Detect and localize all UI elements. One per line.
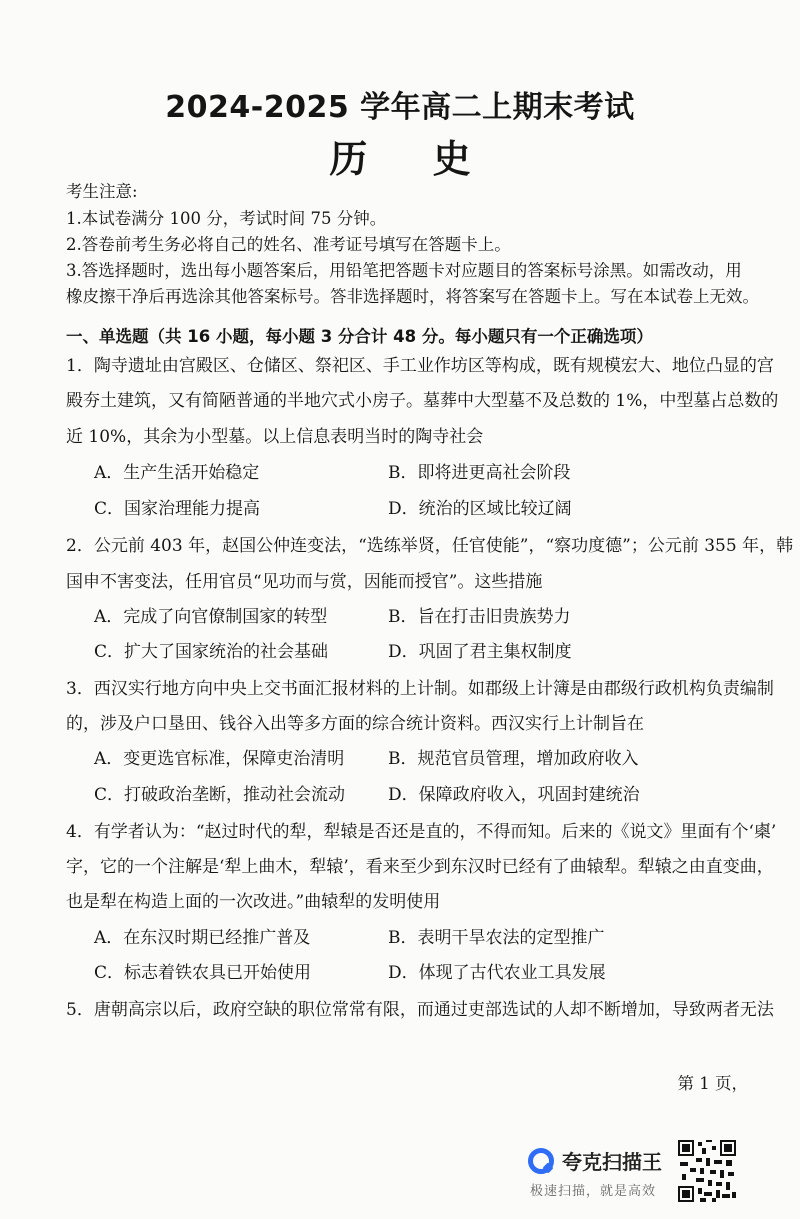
qr-code-icon	[678, 1140, 736, 1202]
option-b: B．表明干旱农法的定型推广	[388, 928, 605, 948]
notice-item: 1.本试卷满分 100 分，考试时间 75 分钟。	[66, 209, 387, 228]
notice-item: 2.答卷前考生务必将自己的姓名、准考证号填写在答题卡上。	[66, 235, 511, 254]
notice-heading: 考生注意:	[66, 182, 138, 201]
option-c: C．标志着铁农具已开始使用	[94, 963, 312, 983]
page-number: 第 1 页，	[677, 1074, 748, 1093]
watermark-tagline: 极速扫描，就是高效	[530, 1184, 657, 1199]
question-stem-line: 3．西汉实行地方向中央上交书面汇报材料的上计制。如郡级上计簿是由郡级行政机构负责编制	[66, 679, 774, 699]
quark-logo-icon	[528, 1148, 554, 1174]
option-c: C．国家治理能力提高	[94, 499, 261, 519]
question-stem-line: 2．公元前 403 年，赵国公仲连变法，“选练举贤，任官使能”，“察功度德”；公元前 355 年，韩	[66, 536, 794, 556]
question-stem-line: 殿夯土建筑，又有简陋普通的半地穴式小房子。墓葬中大型墓不及总数的 1%，中型墓占总数的	[66, 391, 779, 411]
option-d: D．统治的区域比较辽阔	[388, 499, 572, 519]
question-stem-line: 1．陶寺遗址由宫殿区、仓储区、祭祀区、手工业作坊区等构成，既有规模宏大、地位凸显的宫	[66, 356, 774, 376]
option-d: D．巩固了君主集权制度	[388, 642, 572, 662]
option-c: C．扩大了国家统治的社会基础	[94, 642, 329, 662]
option-d: D．体现了古代农业工具发展	[388, 963, 606, 983]
option-b: B．规范官员管理，增加政府收入	[388, 749, 639, 769]
option-a: A．完成了向官僚制国家的转型	[94, 607, 328, 627]
question-stem-line: 近 10%，其余为小型墓。以上信息表明当时的陶寺社会	[66, 427, 484, 447]
option-b: B．旨在打击旧贵族势力	[388, 607, 571, 627]
option-a: A．生产生活开始稳定	[94, 463, 260, 483]
exam-title: 2024-2025 学年高二上期末考试	[165, 90, 635, 125]
question-stem-line: 也是犁在构造上面的一次改进。”曲辕犁的发明使用	[66, 892, 441, 912]
question-stem-line: 的，涉及户口垦田、钱谷入出等多方面的综合统计资料。西汉实行上计制旨在	[66, 714, 644, 734]
question-stem-line: 4．有学者认为：“赵过时代的犁，犁辕是否还是直的，不得而知。后来的《说文》里面有个‘㮚’	[66, 822, 777, 842]
section-heading: 一、单选题（共 16 小题，每小题 3 分合计 48 分。每小题只有一个正确选项）	[66, 327, 653, 346]
scanner-watermark	[528, 1140, 738, 1206]
option-a: A．变更选官标准，保障吏治清明	[94, 749, 345, 769]
option-a: A．在东汉时期已经推广普及	[94, 928, 311, 948]
notice-item: 橡皮擦干净后再选涂其他答案标号。答非选择题时，将答案写在答题卡上。写在本试卷上无效。	[66, 287, 759, 306]
watermark-brand: 夸克扫描王	[562, 1150, 662, 1174]
option-b: B．即将进更高社会阶段	[388, 463, 571, 483]
question-stem-line: 5．唐朝高宗以后，政府空缺的职位常常有限，而通过吏部选试的人却不断增加，导致两者无法	[66, 1000, 774, 1020]
question-stem-line: 国申不害变法，任用官员“见功而与赏，因能而授官”。这些措施	[66, 572, 543, 592]
option-c: C．打破政治垄断，推动社会流动	[94, 785, 346, 805]
option-d: D．保障政府收入，巩固封建统治	[388, 785, 640, 805]
subject-title: 历 史	[329, 137, 497, 181]
notice-item: 3.答选择题时，选出每小题答案后，用铅笔把答题卡对应题目的答案标号涂黑。如需改动，用	[66, 261, 742, 280]
question-stem-line: 字，它的一个注解是‘犁上曲木，犁辕’，看来至少到东汉时已经有了曲辕犁。犁辕之由直变曲，	[66, 857, 774, 877]
